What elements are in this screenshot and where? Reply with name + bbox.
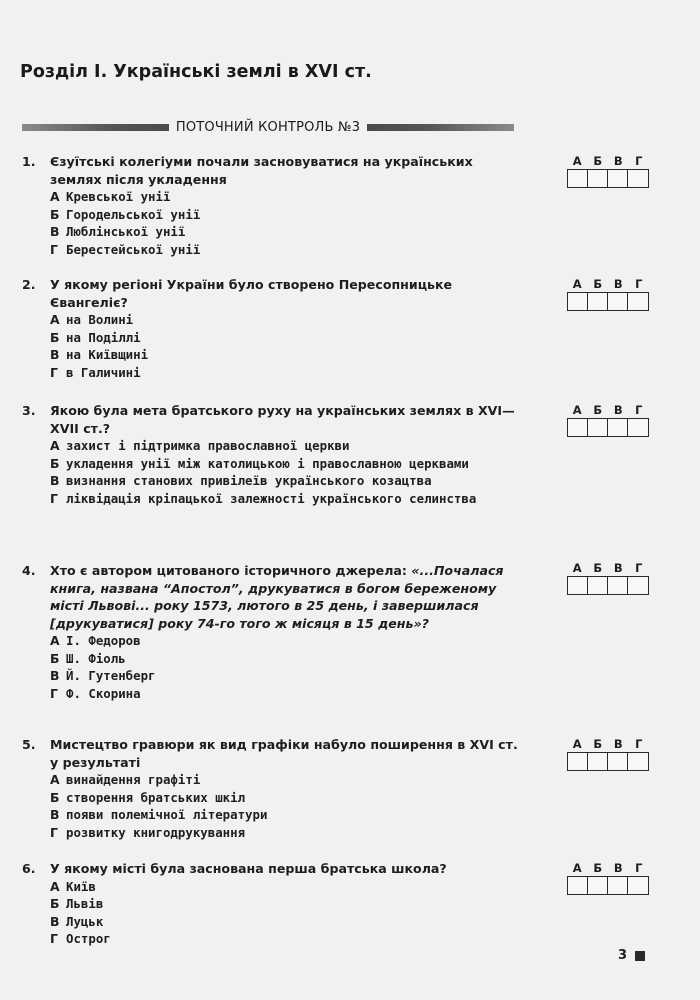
option-c — [50, 806, 522, 824]
answer-grid-6 — [567, 861, 649, 895]
option-letter: А — [50, 438, 60, 453]
question-number: 3. — [22, 403, 36, 418]
answer-grid-1 — [567, 154, 649, 188]
option-b — [50, 895, 522, 913]
answer-box-d[interactable] — [628, 877, 648, 894]
answer-grid-3 — [567, 403, 649, 437]
option-text: Львів — [66, 896, 104, 911]
answer-label-c: В — [613, 277, 623, 291]
option-d — [50, 490, 522, 508]
option-c — [50, 667, 522, 685]
option-b — [50, 329, 522, 347]
answer-grid-5 — [567, 737, 649, 771]
answer-label-b: Б — [593, 861, 603, 875]
option-a — [50, 878, 522, 896]
answer-box-a[interactable] — [568, 577, 588, 594]
answer-box-d[interactable] — [628, 293, 648, 310]
answer-label-c: В — [613, 561, 623, 575]
answer-box-c[interactable] — [608, 577, 628, 594]
option-letter: В — [50, 913, 60, 929]
option-text: Берестейської унії — [66, 241, 201, 257]
options-list — [50, 878, 522, 948]
answer-box-a[interactable] — [568, 170, 588, 187]
answer-label-c: В — [613, 737, 623, 751]
answer-label-a: А — [572, 561, 582, 575]
question-number: 4. — [22, 563, 36, 578]
option-text: появи полемічної літератури — [66, 807, 268, 822]
option-d — [50, 824, 522, 842]
answer-label-d: Г — [635, 737, 643, 751]
option-letter: А — [50, 878, 60, 894]
question-3 — [22, 402, 522, 507]
answer-label-d: Г — [635, 861, 643, 875]
answer-label-b: Б — [593, 737, 603, 751]
option-letter: Г — [50, 824, 58, 840]
question-5 — [22, 736, 522, 841]
answer-label-d: Г — [635, 403, 643, 417]
option-d — [50, 930, 522, 948]
option-text: в Галичині — [66, 364, 141, 380]
option-letter: В — [50, 347, 60, 362]
option-text: Київ — [66, 878, 96, 894]
option-letter: А — [50, 189, 60, 204]
option-a — [50, 437, 522, 455]
option-a — [50, 771, 522, 789]
answer-box-d[interactable] — [628, 753, 648, 770]
answer-label-b: Б — [593, 403, 603, 417]
option-text: визнання станових привілеїв українського козацтва — [66, 473, 432, 488]
option-letter: Б — [50, 650, 60, 666]
option-text: Кревської унії — [66, 189, 171, 204]
question-number: 1. — [22, 154, 36, 169]
option-text: Городельської унії — [66, 206, 201, 222]
option-letter: Г — [50, 241, 58, 257]
question-text-prefix: Хто є автором цитованого історичного джерела: — [50, 563, 412, 578]
answer-label-b: Б — [593, 561, 603, 575]
answer-box-b[interactable] — [588, 293, 608, 310]
option-letter: В — [50, 807, 60, 822]
chapter-title: Розділ І. Українські землі в XVI ст. — [20, 62, 372, 82]
question-2 — [22, 276, 522, 381]
option-letter: В — [50, 668, 60, 683]
question-quote: «...Почалася книга, названа “Апостол”, друкуватися в богом береженому місті Львові... року 1573, лютого в 25 день, і завершилася [друкуватися] року 74-го того ж місяця в 15 день»? — [50, 563, 504, 631]
option-c — [50, 472, 522, 490]
option-letter: Б — [50, 329, 60, 345]
option-letter: А — [50, 772, 60, 787]
answer-box-b[interactable] — [588, 577, 608, 594]
option-b — [50, 650, 522, 668]
answer-grid-4 — [567, 561, 649, 595]
answer-box-a[interactable] — [568, 293, 588, 310]
option-text: винайдення графіті — [66, 772, 201, 787]
option-letter: Б — [50, 896, 60, 911]
option-letter: А — [50, 633, 60, 648]
answer-label-a: А — [572, 277, 582, 291]
option-c — [50, 346, 522, 364]
page-number-text: 3 — [618, 948, 628, 963]
page-marker-square — [635, 951, 645, 961]
option-text: Луцьк — [66, 913, 104, 929]
question-text: Мистецтво гравюри як вид графіки набуло поширення в XVI ст. у результаті — [50, 737, 518, 770]
option-letter: А — [50, 312, 60, 327]
answer-box-d[interactable] — [628, 419, 648, 436]
option-text: розвитку книгодрукування — [66, 824, 246, 840]
option-letter: Г — [50, 685, 58, 701]
section-header-rule-right — [367, 124, 514, 131]
option-text: Ф. Скорина — [66, 685, 141, 701]
option-c — [50, 223, 522, 241]
option-letter: В — [50, 473, 60, 488]
answer-grid-2 — [567, 277, 649, 311]
option-letter: Б — [50, 789, 60, 805]
answer-box-c[interactable] — [608, 753, 628, 770]
option-text: захист і підтримка православної церкви — [66, 438, 350, 453]
option-letter: Б — [50, 455, 60, 471]
answer-label-a: А — [572, 154, 582, 168]
option-text: ліквідація кріпацької залежності українського селинства — [66, 490, 477, 506]
question-number: 5. — [22, 737, 36, 752]
question-number: 6. — [22, 861, 36, 876]
question-4 — [22, 562, 522, 702]
page-number — [618, 948, 645, 963]
option-letter: В — [50, 224, 60, 239]
option-c — [50, 913, 522, 931]
option-letter: Б — [50, 206, 60, 222]
options-list — [50, 188, 522, 258]
option-text: на Волині — [66, 312, 134, 327]
answer-label-a: А — [572, 861, 582, 875]
options-list — [50, 632, 522, 702]
section-header-rule-left — [22, 124, 169, 131]
question-1 — [22, 153, 522, 258]
answer-box-b[interactable] — [588, 170, 608, 187]
option-text: Люблінської унії — [66, 224, 186, 239]
option-text: створення братських шкіл — [66, 789, 246, 805]
answer-box-b[interactable] — [588, 419, 608, 436]
answer-label-d: Г — [635, 277, 643, 291]
answer-box-c[interactable] — [608, 419, 628, 436]
question-text: У якому місті була заснована перша братська школа? — [50, 861, 447, 876]
option-a — [50, 632, 522, 650]
option-letter: Г — [50, 931, 58, 946]
option-text: укладення унії між католицькою і православною церквами — [66, 455, 469, 471]
question-text: Єзуїтські колегіуми почали засновуватися на українських землях після укладення — [50, 154, 473, 187]
option-a — [50, 188, 522, 206]
options-list — [50, 311, 522, 381]
answer-box-d[interactable] — [628, 577, 648, 594]
answer-label-b: Б — [593, 154, 603, 168]
option-text: на Поділлі — [66, 329, 141, 345]
option-b — [50, 789, 522, 807]
option-d — [50, 685, 522, 703]
answer-box-c[interactable] — [608, 170, 628, 187]
option-text: на Київщині — [66, 347, 149, 362]
option-b — [50, 206, 522, 224]
answer-box-b[interactable] — [588, 877, 608, 894]
option-letter: Г — [50, 364, 58, 380]
answer-box-c[interactable] — [608, 293, 628, 310]
section-header — [22, 119, 514, 135]
answer-label-a: А — [572, 737, 582, 751]
option-d — [50, 241, 522, 259]
options-list — [50, 771, 522, 841]
option-d — [50, 364, 522, 382]
options-list — [50, 437, 522, 507]
question-6 — [22, 860, 522, 948]
section-title: ПОТОЧНИЙ КОНТРОЛЬ №3 — [175, 119, 361, 135]
option-text: Ш. Фіоль — [66, 650, 126, 666]
option-text: Й. Гутенберг — [66, 668, 156, 683]
option-b — [50, 455, 522, 473]
answer-label-c: В — [613, 403, 623, 417]
answer-label-c: В — [613, 861, 623, 875]
answer-label-b: Б — [593, 277, 603, 291]
answer-label-c: В — [613, 154, 623, 168]
answer-label-d: Г — [635, 561, 643, 575]
answer-box-a[interactable] — [568, 877, 588, 894]
option-a — [50, 311, 522, 329]
option-text: І. Федоров — [66, 633, 141, 648]
question-text: У якому регіоні України було створено Пересопницьке Євангеліє? — [50, 277, 453, 310]
answer-box-c[interactable] — [608, 877, 628, 894]
answer-box-d[interactable] — [628, 170, 648, 187]
option-letter: Г — [50, 490, 58, 506]
answer-box-b[interactable] — [588, 753, 608, 770]
answer-label-a: А — [572, 403, 582, 417]
option-text: Острог — [66, 931, 111, 946]
answer-box-a[interactable] — [568, 753, 588, 770]
question-text: Якою була мета братського руху на українських землях в XVI—XVII ст.? — [50, 403, 515, 436]
bleed-through-text — [500, 60, 680, 80]
question-number: 2. — [22, 277, 36, 292]
answer-box-a[interactable] — [568, 419, 588, 436]
answer-label-d: Г — [635, 154, 643, 168]
question-text — [50, 562, 522, 632]
